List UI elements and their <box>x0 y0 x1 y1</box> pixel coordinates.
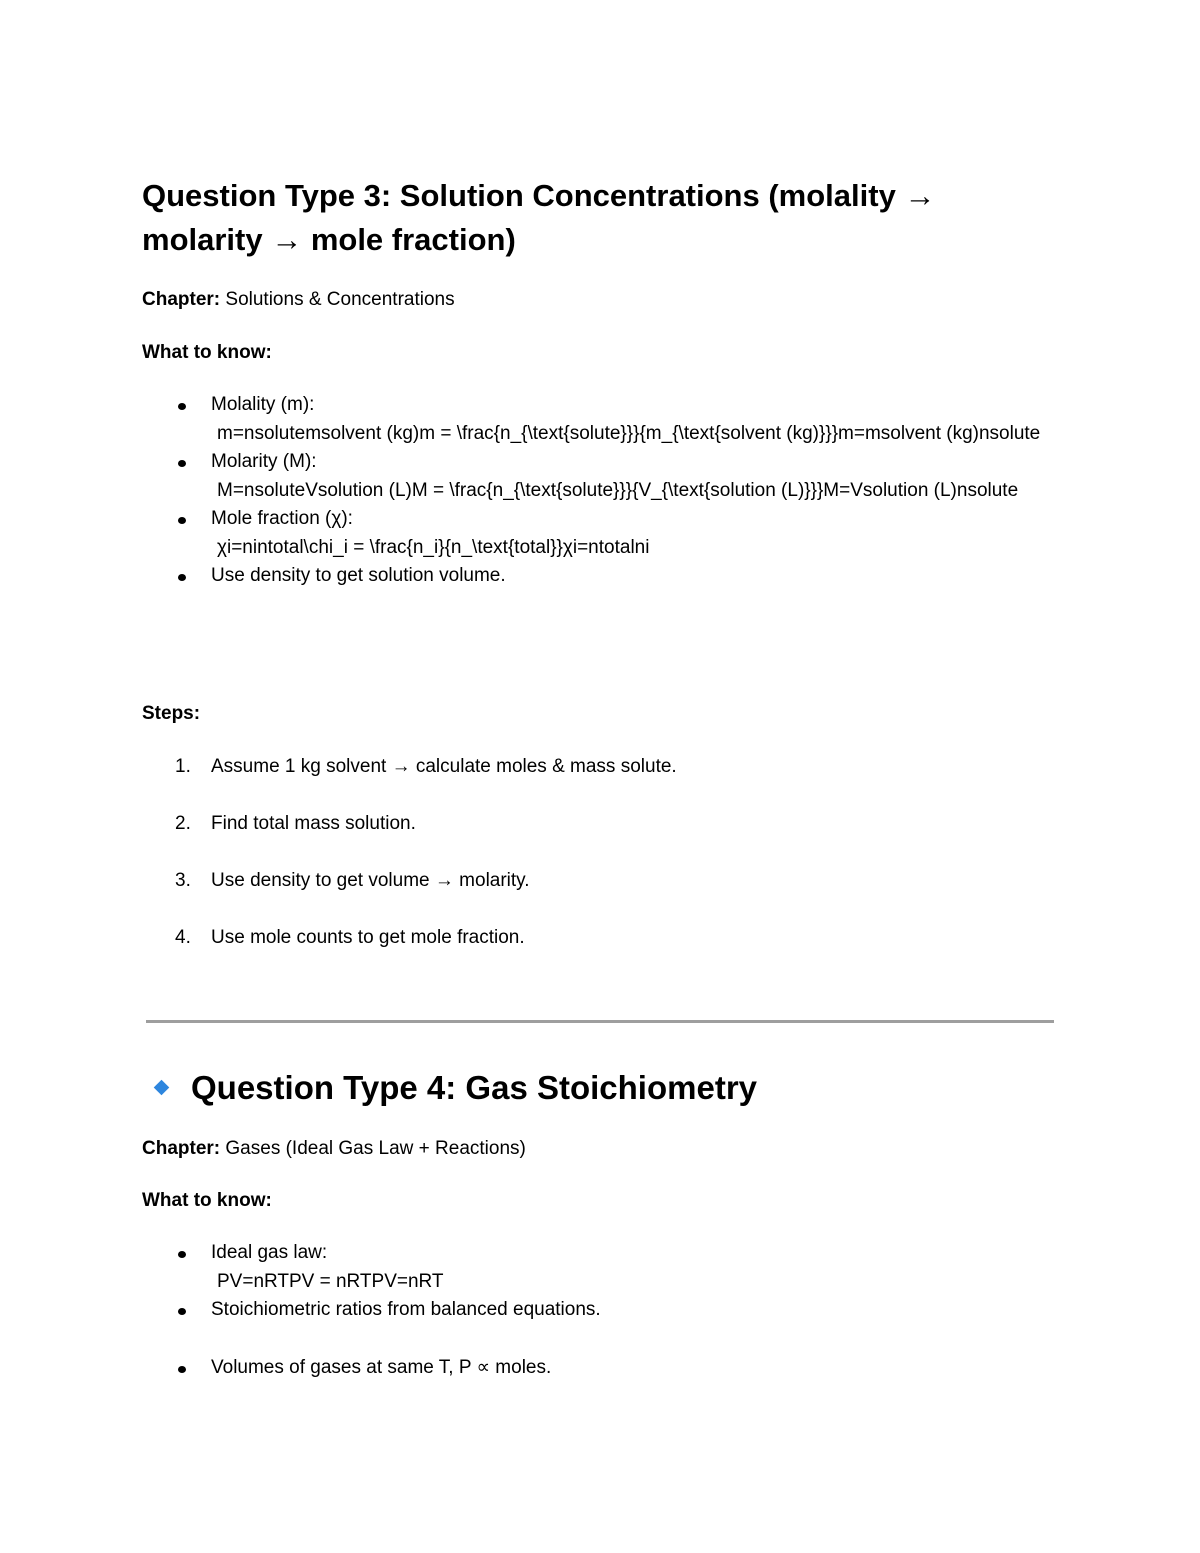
list-item <box>142 391 1062 448</box>
list-item-label: Mole fraction (χ): <box>211 508 353 529</box>
formula-text: m=nsolutemsolvent (kg)m = \frac{n_{\text{solute}}}{m_{\text{solvent (kg)}}}m=msolvent (kg)nsolute <box>217 422 1041 444</box>
section3-steps-list <box>142 753 1062 981</box>
formula-text: PV=nRTPV = nRTPV=nRT <box>217 1270 444 1292</box>
list-item-label: Ideal gas law: <box>211 1242 328 1263</box>
step-text: Use mole counts to get mole fraction. <box>211 927 525 948</box>
list-item-label: Volumes of gases at same T, P ∝ moles. <box>211 1356 552 1378</box>
bullet-icon <box>178 1251 186 1258</box>
step-text: Find total mass solution. <box>211 813 416 834</box>
list-item <box>142 924 1062 981</box>
section4-know-heading: What to know: <box>142 1190 272 1211</box>
list-item <box>142 448 1062 505</box>
section4-chapter <box>142 1135 526 1163</box>
section3-know-list <box>142 391 1062 591</box>
section3-steps-heading: Steps: <box>142 703 201 724</box>
step-number: 2. <box>175 813 191 834</box>
section3-chapter <box>142 286 455 314</box>
diamond-icon <box>154 1080 170 1096</box>
bullet-icon <box>178 574 186 581</box>
section3-chapter-value: Solutions & Concentrations <box>220 289 455 310</box>
list-item <box>142 753 1062 810</box>
step-number: 3. <box>175 870 191 891</box>
list-item <box>142 810 1062 867</box>
list-item <box>142 1296 1062 1325</box>
list-item <box>142 1354 1062 1383</box>
bullet-icon <box>178 1366 186 1373</box>
bullet-icon <box>178 460 186 467</box>
section4-know-list <box>142 1239 1062 1382</box>
list-item-label: Stoichiometric ratios from balanced equations. <box>211 1299 601 1320</box>
step-number: 1. <box>175 756 191 777</box>
formula-text: χi=nintotal\chi_i = \frac{n_i}{n_\text{total}}χi=ntotalni <box>217 536 650 558</box>
bullet-icon <box>178 517 186 524</box>
list-item-label: Molality (m): <box>211 394 315 415</box>
section4-chapter-label: Chapter: <box>142 1138 221 1159</box>
list-item-label: Molarity (M): <box>211 451 317 472</box>
section3-chapter-label: Chapter: <box>142 289 221 310</box>
section3-title: Question Type 3: Solution Concentrations (molality → molarity → mole fraction) <box>142 178 936 257</box>
section4-chapter-value: Gases (Ideal Gas Law + Reactions) <box>220 1138 526 1159</box>
bullet-icon <box>178 1308 186 1315</box>
bullet-icon <box>178 403 186 410</box>
step-text: Use density to get volume → molarity. <box>211 870 530 891</box>
step-text: Assume 1 kg solvent → calculate moles & mass solute. <box>211 756 677 777</box>
step-number: 4. <box>175 927 191 948</box>
section3-know-heading: What to know: <box>142 342 272 363</box>
list-item <box>142 1239 1062 1296</box>
section4-title: Question Type 4: Gas Stoichiometry <box>191 1069 758 1106</box>
formula-text: M=nsoluteVsolution (L)M = \frac{n_{\text{solute}}}{V_{\text{solution (L)}}}M=Vsolution (L)nsolute <box>217 479 1019 501</box>
list-item-label: Use density to get solution volume. <box>211 565 506 586</box>
list-item <box>142 867 1062 924</box>
list-item <box>142 562 1062 591</box>
horizontal-divider <box>146 1020 1054 1023</box>
list-item <box>142 505 1062 562</box>
